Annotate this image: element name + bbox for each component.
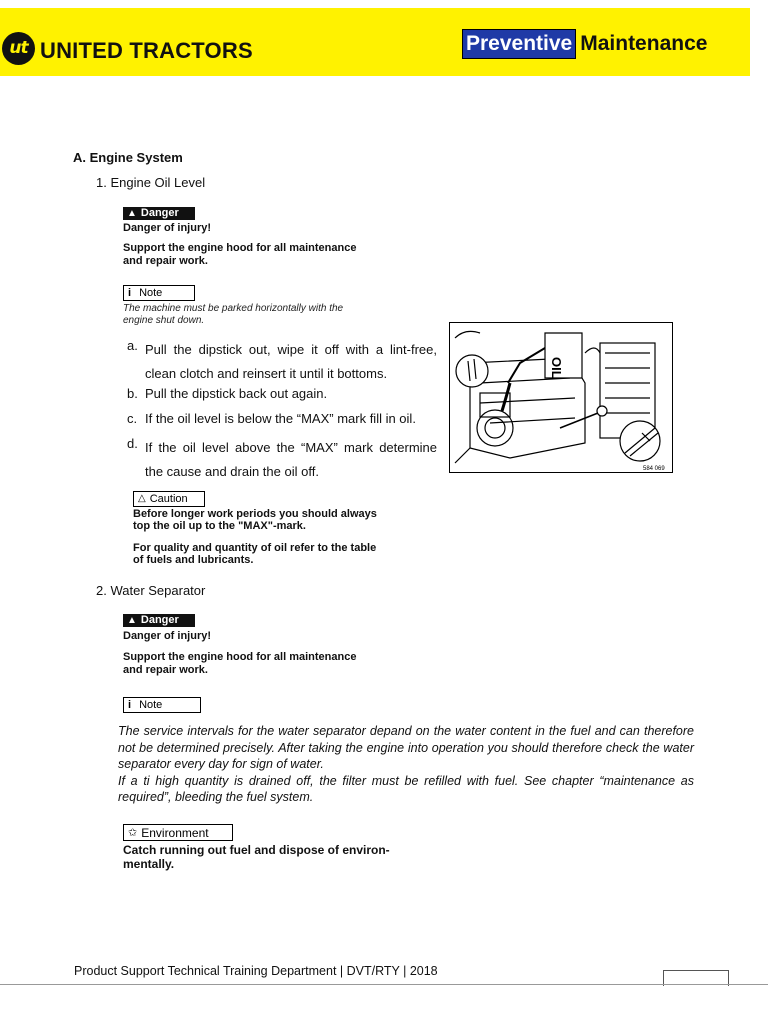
note-label-box xyxy=(123,285,195,301)
step-letter-b: b. xyxy=(127,386,138,401)
note2-para-2: If a ti high quantity is drained off, the filter must be refilled with fuel. See chapter “maintenance as required”, bleeding the fuel system. xyxy=(118,773,694,805)
step-letter-d: d. xyxy=(127,436,138,451)
step-text-b: Pull the dipstick back out again. xyxy=(145,386,328,401)
environment-text-2: mentally. xyxy=(123,857,175,871)
danger-label: Danger xyxy=(140,207,179,219)
footer-divider xyxy=(0,984,768,985)
danger-text-3: and repair work. xyxy=(123,255,208,267)
document-title xyxy=(462,30,707,58)
note-label-box-2 xyxy=(123,697,201,713)
info-icon: i xyxy=(128,287,132,299)
environment-label-box xyxy=(123,824,233,841)
note2-para-1: The service intervals for the water separator depand on the water content in the fuel and can therefore not be determined precisely. After taking the engine into operation you should therefore check the water separator every day for sign of water. xyxy=(118,724,694,772)
title-rest: Maintenance xyxy=(580,32,708,55)
step-text-c: If the oil level is below the “MAX” mark fill in oil. xyxy=(145,411,416,426)
note-text-1: The machine must be parked horizontally with the xyxy=(123,303,344,314)
caution-label-box xyxy=(133,491,205,507)
item-engine-oil-level: 1. Engine Oil Level xyxy=(96,175,206,190)
danger2-text-2: Support the engine hood for all maintenance xyxy=(123,651,357,663)
danger2-text-3: and repair work. xyxy=(123,664,208,676)
title-highlight: Preventive xyxy=(462,29,576,59)
step-text-d: If the oil level above the “MAX” mark determine the cause and drain the oil off. xyxy=(145,440,437,479)
danger2-text-1: Danger of injury! xyxy=(123,630,212,642)
recycle-icon: ✩ xyxy=(128,826,138,839)
figure-oil-label: OIL xyxy=(549,357,564,379)
warning-icon: ▲ xyxy=(127,208,137,219)
info-icon: i xyxy=(128,699,132,711)
company-name: UNITED TRACTORS xyxy=(40,38,253,63)
item-water-separator: 2. Water Separator xyxy=(96,583,206,598)
section-heading: A. Engine System xyxy=(73,150,183,165)
caution-text-2: top the oil up to the "MAX"-mark. xyxy=(133,520,306,532)
company-logo xyxy=(2,32,35,65)
caution-label: Caution xyxy=(149,493,188,505)
environment-label: Environment xyxy=(141,825,209,840)
footer-text: Product Support Technical Training Department | DVT/RTY | 2018 xyxy=(74,964,438,978)
caution-text-1: Before longer work periods you should always xyxy=(133,508,377,520)
environment-text-1: Catch running out fuel and dispose of environ- xyxy=(123,843,390,857)
caution-text-3: For quality and quantity of oil refer to the table xyxy=(133,542,377,554)
caution-icon: △ xyxy=(138,493,146,504)
danger-label-2: Danger xyxy=(140,614,179,626)
danger-text-1: Danger of injury! xyxy=(123,222,212,234)
logo-mark: ut xyxy=(9,38,28,58)
danger-label-box-2 xyxy=(123,614,195,627)
note2-paragraph xyxy=(118,723,694,806)
engine-oil-figure xyxy=(449,322,673,473)
note-label: Note xyxy=(139,287,163,299)
danger-text-2: Support the engine hood for all maintenance xyxy=(123,242,357,254)
step-letter-c: c. xyxy=(127,411,138,426)
danger-label-box xyxy=(123,207,195,220)
note-text-2: engine shut down. xyxy=(123,315,205,326)
step-letter-a: a. xyxy=(127,338,138,353)
caution-text-4: of fuels and lubricants. xyxy=(133,554,254,566)
step-text-a: Pull the dipstick out, wipe it off with a lint-free, clean clotch and reinsert it until it bottoms. xyxy=(145,342,437,381)
note-label-2: Note xyxy=(139,699,163,711)
engine-illustration xyxy=(450,323,672,472)
figure-code: 584 069 xyxy=(643,466,665,472)
warning-icon: ▲ xyxy=(127,615,137,626)
